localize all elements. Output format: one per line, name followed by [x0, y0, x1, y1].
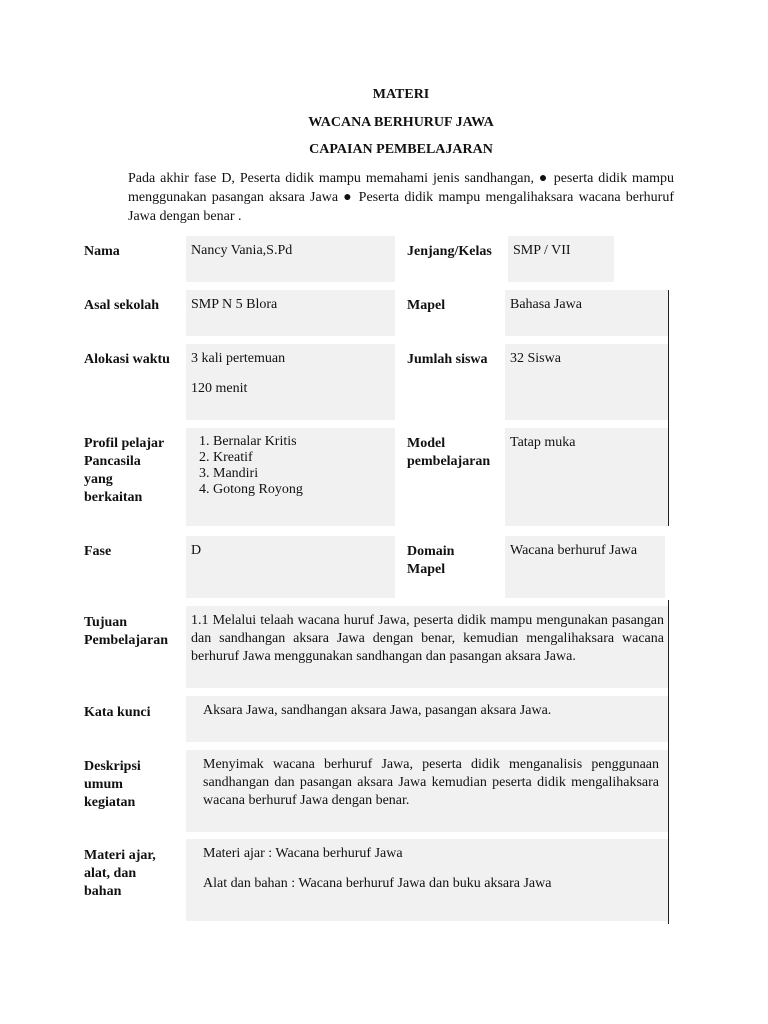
label-deskripsi-line-1: Deskripsi	[84, 759, 141, 774]
label-domain-line-2: Mapel	[407, 562, 446, 577]
label-profil-pelajar	[84, 435, 164, 507]
value-kata-kunci	[186, 696, 669, 742]
label-deskripsi-line-3: kegiatan	[84, 795, 136, 810]
value-nama-text: Nancy Vania,S.Pd	[191, 243, 293, 258]
value-tujuan-text: 1.1 Melalui telaah wacana huruf Jawa, peserta didik mampu mengunakan pasangan dan sandhangan aksara Jawa dengan benar, kemudian mengalihaksara wacana berhuruf Jawa menggunakan sandhangan dan pasangan aksara Jawa.	[191, 613, 664, 664]
value-mapel	[505, 290, 668, 336]
value-domain-mapel	[505, 536, 665, 598]
materi-ajar-text: Materi ajar : Wacana berhuruf Jawa	[203, 846, 403, 861]
label-fase: Fase	[84, 544, 112, 559]
label-deskripsi	[84, 758, 141, 812]
alat-bahan-text: Alat dan bahan : Wacana berhuruf Jawa dan buku aksara Jawa	[203, 876, 552, 891]
value-kata-kunci-text: Aksara Jawa, sandhangan aksara Jawa, pasangan aksara Jawa.	[203, 703, 552, 718]
value-tujuan-pembelajaran	[186, 606, 669, 688]
label-asal-sekolah: Asal sekolah	[84, 298, 160, 313]
label-mapel: Mapel	[407, 298, 446, 313]
label-jenjang: Jenjang/Kelas	[407, 244, 492, 259]
label-profil-line-4: berkaitan	[84, 490, 143, 505]
value-jenjang-text: SMP / VII	[513, 243, 571, 258]
section-heading: CAPAIAN PEMBELAJARAN	[309, 142, 493, 157]
value-model-text: Tatap muka	[510, 435, 576, 450]
label-domain-line-1: Domain	[407, 544, 455, 559]
value-materi-ajar	[186, 839, 669, 921]
intro-paragraph: Pada akhir fase D, Peserta didik mampu memahami jenis sandhangan, ● peserta didik mampu menggunakan pasangan aksara Jawa ● Peserta didik mampu mengalihaksara wacana berhuruf Jawa dengan benar .	[128, 171, 674, 224]
value-jumlah-siswa	[505, 344, 668, 420]
list-item: 3. Mandiri	[199, 466, 259, 481]
document-subtitle: WACANA BERHURUF JAWA	[308, 115, 494, 130]
label-profil-line-1: Profil pelajar	[84, 436, 165, 451]
label-profil-line-2: Pancasila	[84, 454, 141, 469]
label-tujuan-pembelajaran	[84, 614, 168, 650]
label-materi-line-1: Materi ajar,	[84, 848, 156, 863]
label-deskripsi-line-2: umum	[84, 777, 123, 792]
label-model-line-2: pembelajaran	[407, 454, 491, 469]
label-profil-line-3: yang	[84, 472, 113, 487]
value-mapel-text: Bahasa Jawa	[510, 297, 582, 312]
label-domain-mapel	[407, 543, 454, 579]
value-deskripsi	[186, 750, 669, 832]
list-item: 1. Bernalar Kritis	[199, 434, 297, 449]
profil-list	[191, 434, 390, 498]
label-tujuan-line-1: Tujuan	[84, 615, 128, 630]
table-border-right	[668, 600, 669, 924]
value-profil-pelajar	[186, 428, 395, 526]
label-tujuan-line-2: Pembelajaran	[84, 633, 168, 648]
value-jenjang	[508, 236, 614, 282]
value-asal-sekolah-text: SMP N 5 Blora	[191, 297, 278, 312]
list-item: 4. Gotong Royong	[199, 482, 303, 497]
value-nama	[186, 236, 395, 282]
value-domain-text: Wacana berhuruf Jawa	[510, 543, 638, 558]
value-asal-sekolah	[186, 290, 395, 336]
value-alokasi-waktu	[186, 344, 395, 420]
value-jumlah-siswa-text: 32 Siswa	[510, 351, 561, 366]
value-fase-text: D	[191, 543, 202, 558]
label-kata-kunci: Kata kunci	[84, 705, 151, 720]
value-model-pembelajaran	[505, 428, 668, 526]
label-model-pembelajaran	[407, 435, 490, 471]
list-item: 2. Kreatif	[199, 450, 253, 465]
label-materi-ajar	[84, 847, 156, 901]
label-materi-line-3: bahan	[84, 884, 122, 899]
label-materi-line-2: alat, dan	[84, 866, 137, 881]
document-title: MATERI	[372, 87, 430, 102]
value-fase	[186, 536, 395, 598]
label-jumlah-siswa: Jumlah siswa	[407, 352, 488, 367]
alokasi-pertemuan: 3 kali pertemuan	[191, 351, 286, 366]
label-nama: Nama	[84, 244, 120, 259]
value-deskripsi-text: Menyimak wacana berhuruf Jawa, peserta didik menganalisis penggunaan sandhangan dan pasangan aksara Jawa kemudian peserta didik mengalihaksara wacana berhuruf Jawa dengan benar.	[203, 757, 659, 808]
label-model-line-1: Model	[407, 436, 446, 451]
alokasi-menit: 120 menit	[191, 381, 248, 396]
table-border-right	[668, 290, 669, 526]
label-alokasi-waktu: Alokasi waktu	[84, 352, 170, 367]
